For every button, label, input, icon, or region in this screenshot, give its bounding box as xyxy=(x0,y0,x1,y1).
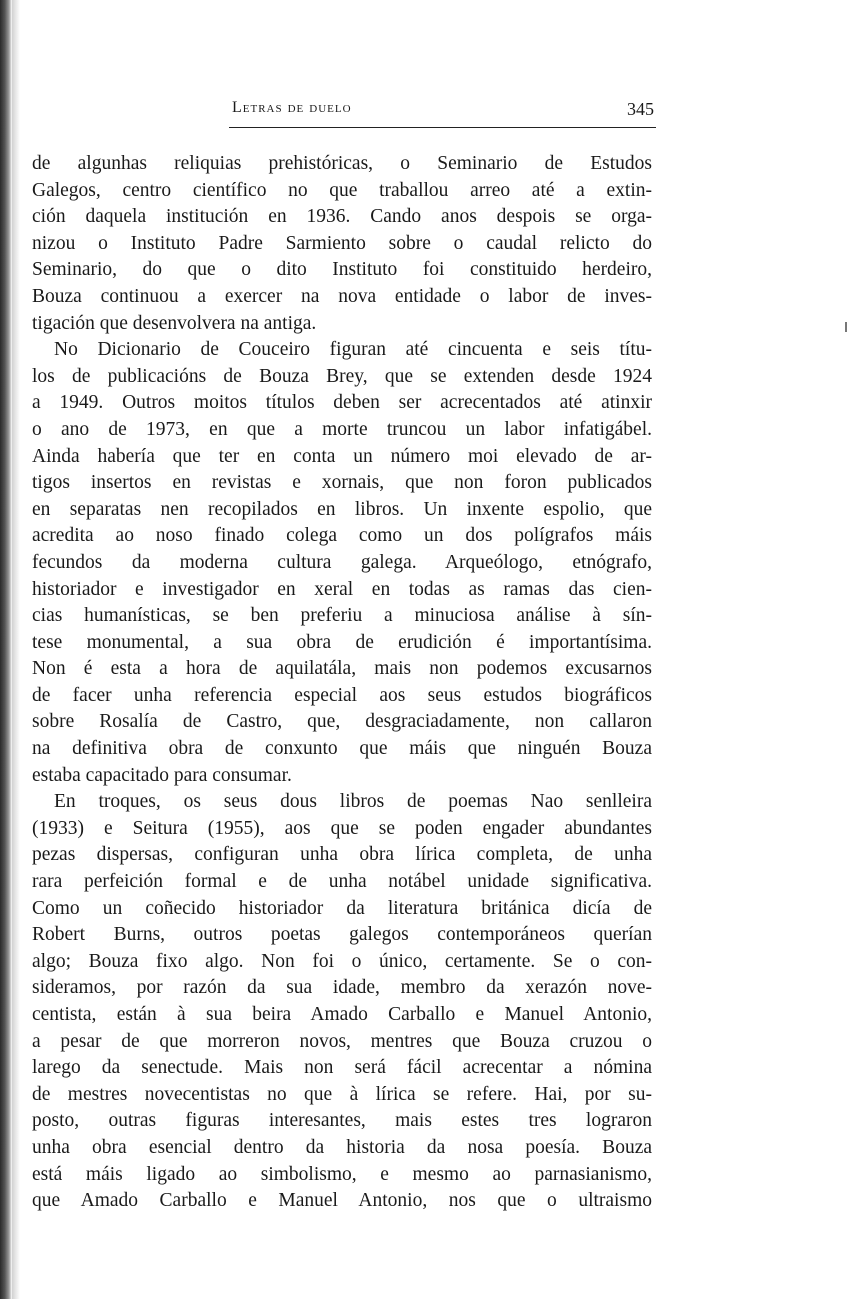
text-line: ción daquela institución en 1936. Cando anos despois se orga- xyxy=(32,206,652,228)
text-line: en separatas nen recopilados en libros. Un inxente espolio, que xyxy=(32,498,652,520)
text-line: tigos insertos en revistas e xornais, que non foron publicados xyxy=(32,472,652,494)
text-line: a 1949. Outros moitos títulos deben ser acrecentados até atinxir xyxy=(32,392,652,414)
text-line: estaba capacitado para consumar. xyxy=(32,764,292,786)
text-line: rara perfeición formal e de unha notábel unidade significativa. xyxy=(32,871,652,893)
page-header xyxy=(232,99,654,123)
text-line: Robert Burns, outros poetas galegos contemporáneos querían xyxy=(32,924,652,946)
text-line: tese monumental, a sua obra de erudición é importantísima. xyxy=(32,631,652,653)
text-line: sideramos, por razón da sua idade, membro da xerazón nove- xyxy=(32,977,652,999)
text-line: En troques, os seus dous libros de poemas Nao senlleira xyxy=(54,791,652,813)
text-line: fecundos da moderna cultura galega. Arqueólogo, etnógrafo, xyxy=(32,551,652,573)
text-line: Non é esta a hora de aquilatála, mais non podemos excusarnos xyxy=(32,658,652,680)
text-line: pezas dispersas, configuran unha obra lírica completa, de unha xyxy=(32,844,652,866)
text-line: Seminario, do que o dito Instituto foi constituido herdeiro, xyxy=(32,259,652,281)
body-text xyxy=(32,151,652,1215)
running-title: Letras de duelo xyxy=(232,99,352,116)
text-line: está máis ligado ao simbolismo, e mesmo ao parnasianismo, xyxy=(32,1163,652,1185)
text-line: No Dicionario de Couceiro figuran até cincuenta e seis títu- xyxy=(54,339,652,361)
text-line: centista, están à sua beira Amado Carballo e Manuel Antonio, xyxy=(32,1004,652,1025)
text-line: cias humanísticas, se ben preferiu a minuciosa análise à sín- xyxy=(32,605,652,627)
text-line: posto, outras figuras interesantes, mais estes tres lograron xyxy=(32,1110,652,1132)
text-line: sobre Rosalía de Castro, que, desgraciadamente, non callaron xyxy=(32,711,652,733)
text-line: tigación que desenvolvera na antiga. xyxy=(32,312,317,334)
text-line: de mestres novecentistas no que à lírica se refere. Hai, por su- xyxy=(32,1083,652,1105)
text-line: larego da senectude. Mais non será fácil acrecentar a nómina xyxy=(32,1057,652,1079)
text-line: algo; Bouza fixo algo. Non foi o único, certamente. Se o con- xyxy=(32,950,652,972)
gutter-shadow xyxy=(12,0,20,1299)
text-line: que Amado Carballo e Manuel Antonio, nos que o ultraismo xyxy=(32,1190,652,1212)
text-line: Galegos, centro científico no que traballou arreo até a extin- xyxy=(32,179,652,201)
text-line: de facer unha referencia especial aos seus estudos biográficos xyxy=(32,684,652,706)
text-line: de algunhas reliquias prehistóricas, o Seminario de Estudos xyxy=(32,153,652,174)
text-line: na definitiva obra de conxunto que máis que ninguén Bouza xyxy=(32,738,652,760)
text-line: historiador e investigador en xeral en todas as ramas das cien- xyxy=(32,578,652,600)
page-number: 345 xyxy=(627,99,654,119)
header-rule xyxy=(229,127,656,128)
text-line: acredita ao noso finado colega como un dos polígrafos máis xyxy=(32,525,652,547)
text-line: o ano de 1973, en que a morte truncou un labor infatigábel. xyxy=(32,418,652,440)
text-line: unha obra esencial dentro da historia da nosa poesía. Bouza xyxy=(32,1136,652,1158)
text-line: los de publicacións de Bouza Brey, que se extenden desde 1924 xyxy=(32,365,652,387)
margin-mark xyxy=(845,322,847,332)
book-binding-edge xyxy=(0,0,12,1299)
text-line: Como un coñecido historiador da literatura británica dicía de xyxy=(32,897,652,919)
text-line: Ainda habería que ter en conta un número moi elevado de ar- xyxy=(32,445,652,467)
text-line: (1933) e Seitura (1955), aos que se poden engader abundantes xyxy=(32,817,652,839)
text-line: Bouza continuou a exercer na nova entidade o labor de inves- xyxy=(32,285,652,307)
text-line: a pesar de que morreron novos, mentres que Bouza cruzou o xyxy=(32,1030,652,1052)
text-line: nizou o Instituto Padre Sarmiento sobre o caudal relicto do xyxy=(32,232,652,254)
